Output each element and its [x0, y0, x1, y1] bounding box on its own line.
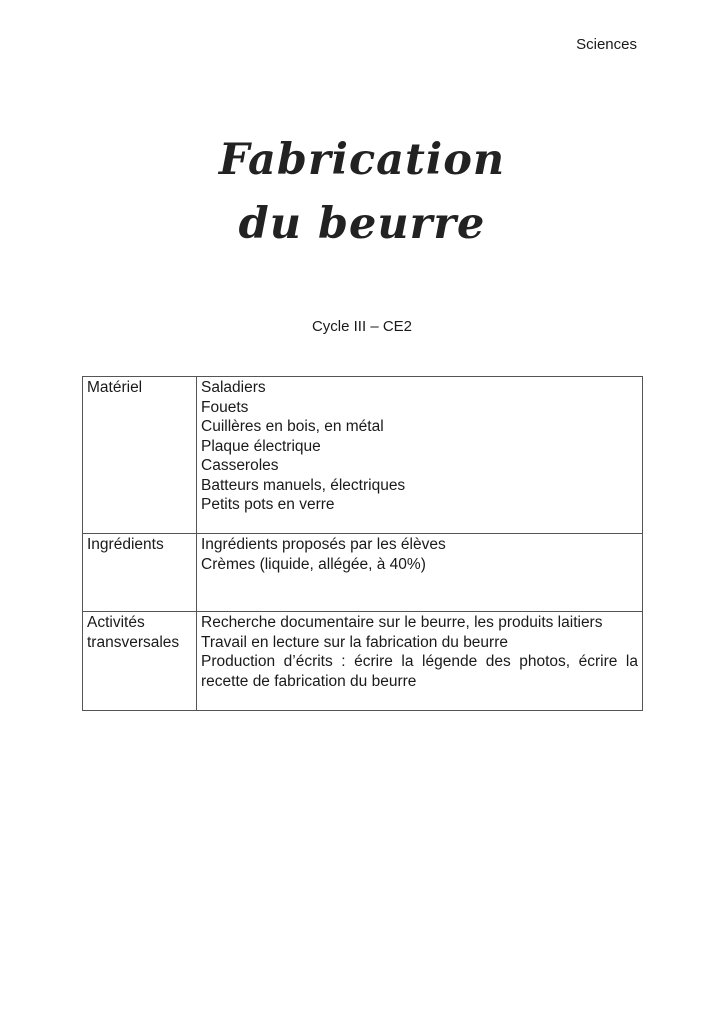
table-row-activites [83, 612, 643, 711]
row-label: Matériel [83, 377, 197, 534]
list-item: Cuillères en bois, en métal [201, 418, 384, 435]
list-item: Batteurs manuels, électriques [201, 476, 406, 494]
page-title [0, 128, 724, 256]
row-content [197, 534, 643, 612]
row-label-line-1: Activités [87, 614, 145, 631]
list-item: Crèmes (liquide, allégée, à 40%) [201, 555, 426, 573]
subject-header: Sciences [576, 36, 637, 53]
list-item: Casseroles [201, 457, 279, 474]
table-row-ingredients [83, 534, 643, 612]
list-item: Petits pots en verre [201, 496, 335, 513]
list-item: Saladiers [201, 379, 266, 396]
list-item: Plaque électrique [201, 437, 321, 455]
row-label-line-2: transversales [87, 633, 180, 651]
row-content [197, 377, 643, 534]
row-label: Ingrédients [83, 534, 197, 612]
row-label [83, 612, 197, 711]
list-item: Travail en lecture sur la fabrication du beurre [201, 633, 508, 651]
list-item: Ingrédients proposés par les élèves [201, 536, 446, 553]
list-item: Production d’écrits : écrire la légende des photos, écrire la recette de fabrication du beurre [201, 653, 638, 690]
class-level: Cycle III – CE2 [311, 318, 413, 335]
list-item: Fouets [201, 398, 249, 416]
activity-table [82, 376, 643, 711]
table-row-materiel [83, 377, 643, 534]
row-content [197, 612, 643, 711]
list-item: Recherche documentaire sur le beurre, les produits laitiers [201, 614, 603, 631]
title-line-2: du beurre [238, 199, 486, 249]
title-line-1: Fabrication [218, 135, 506, 185]
